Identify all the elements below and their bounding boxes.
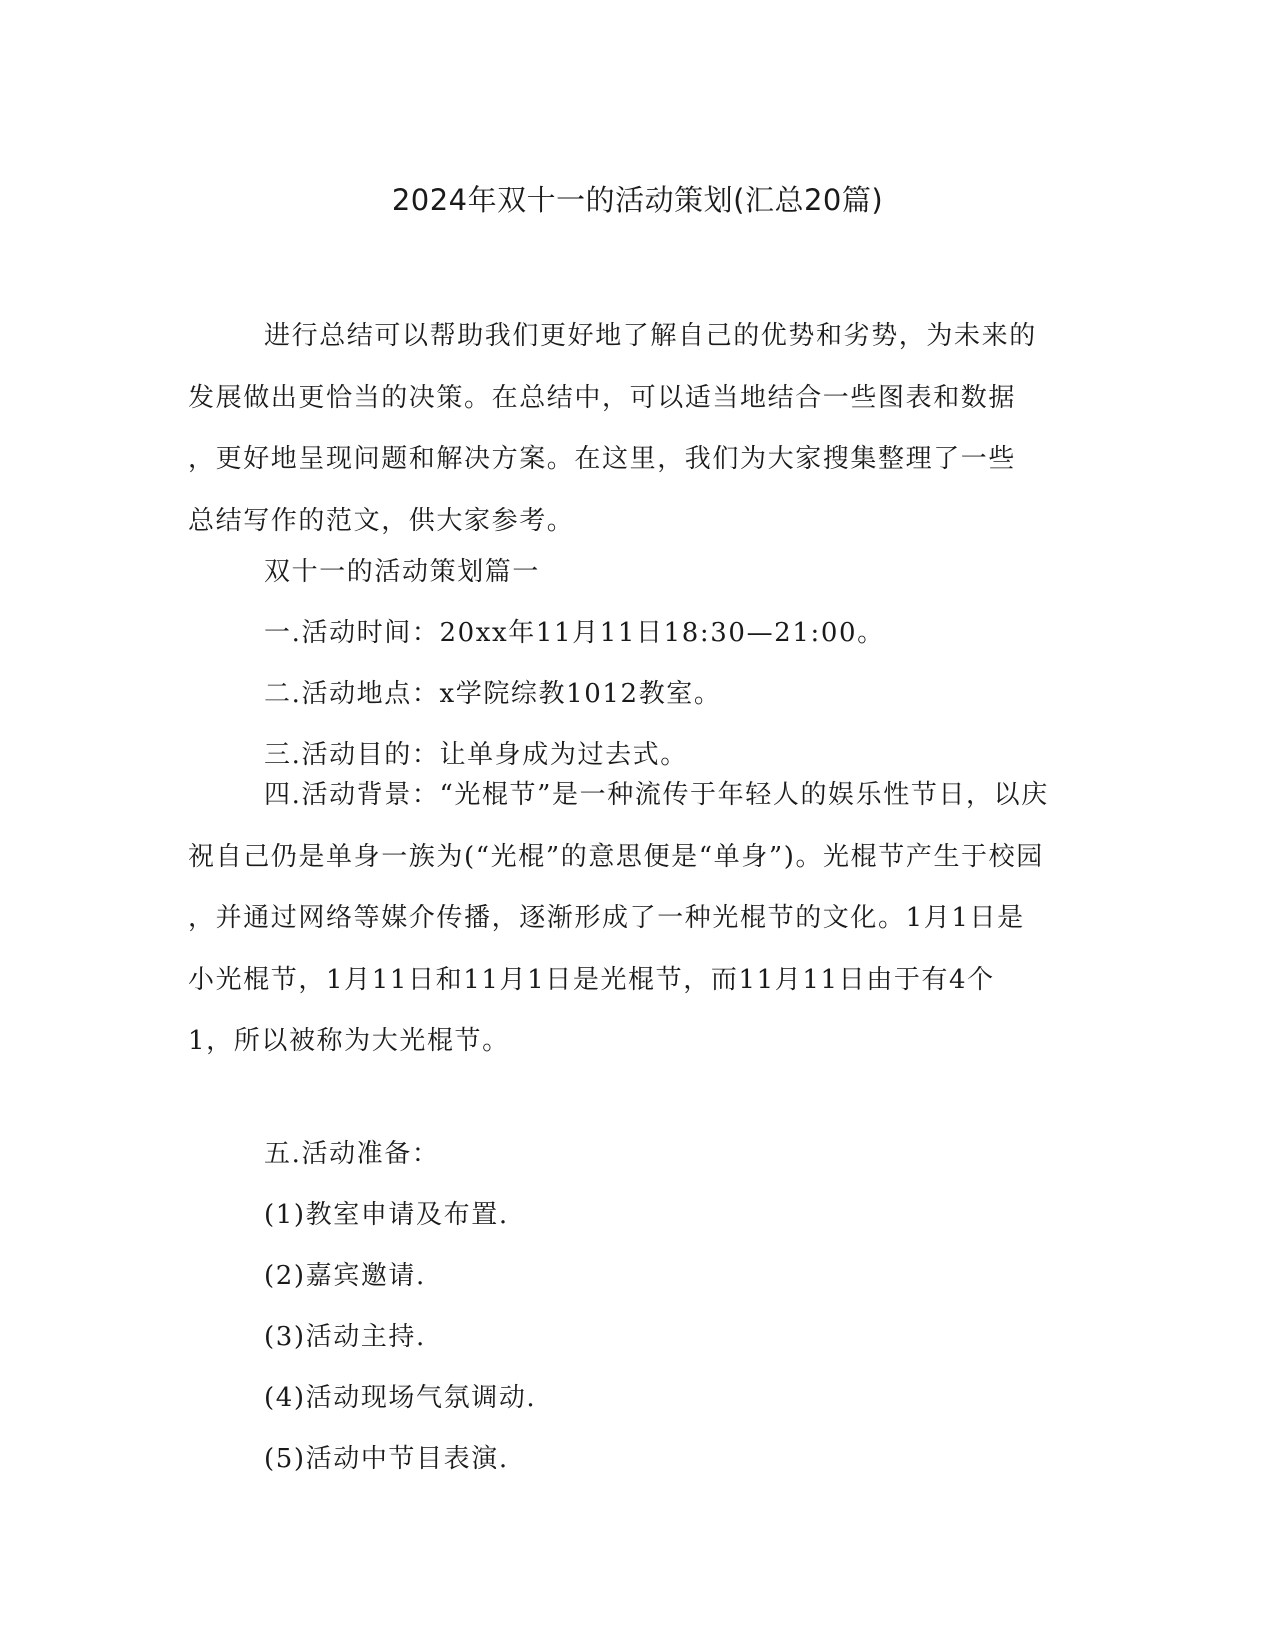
activity-goal-item: 三.活动目的：让单身成为过去式。	[264, 740, 688, 770]
preparation-item: (5)活动中节目表演.	[264, 1444, 509, 1474]
preparation-item: (3)活动主持.	[264, 1322, 426, 1352]
background-paragraph	[188, 765, 1068, 1073]
document-title: 2024年双十一的活动策划(汇总20篇)	[391, 183, 884, 217]
intro-line: 总结写作的范文，供大家参考。	[188, 505, 575, 536]
activity-time-item: 一.活动时间：20xx年11月11日18:30—21:00。	[264, 618, 885, 648]
activity-place-item: 二.活动地点：x学院综教1012教室。	[264, 679, 722, 709]
background-line: ，并通过网络等媒介传播，逐渐形成了一种光棍节的文化。1月1日是	[188, 903, 1025, 933]
preparation-heading: 五.活动准备：	[264, 1139, 440, 1169]
background-line: 1，所以被称为大光棍节。	[188, 1026, 510, 1056]
preparation-item: (2)嘉宾邀请.	[264, 1261, 426, 1291]
intro-line: ，更好地呈现问题和解决方案。在这里，我们为大家搜集整理了一些	[188, 444, 1017, 474]
background-line: 小光棍节，1月11日和11月1日是光棍节，而11月11日由于有4个	[188, 964, 995, 995]
intro-line: 进行总结可以帮助我们更好地了解自己的优势和劣势，为未来的	[264, 321, 1037, 351]
preparation-item: (1)教室申请及布置.	[264, 1200, 509, 1230]
intro-paragraph	[188, 306, 1068, 552]
background-line: 四.活动背景：“光棍节”是一种流传于年轻人的娱乐性节日，以庆	[264, 780, 1049, 810]
section-heading: 双十一的活动策划篇一	[264, 557, 541, 587]
background-line: 祝自己仍是单身一族为(“光棍”的意思便是“单身”)。光棍节产生于校园	[188, 841, 1044, 872]
preparation-item: (4)活动现场气氛调动.	[264, 1383, 537, 1413]
intro-line: 发展做出更恰当的决策。在总结中，可以适当地结合一些图表和数据	[188, 382, 1017, 413]
